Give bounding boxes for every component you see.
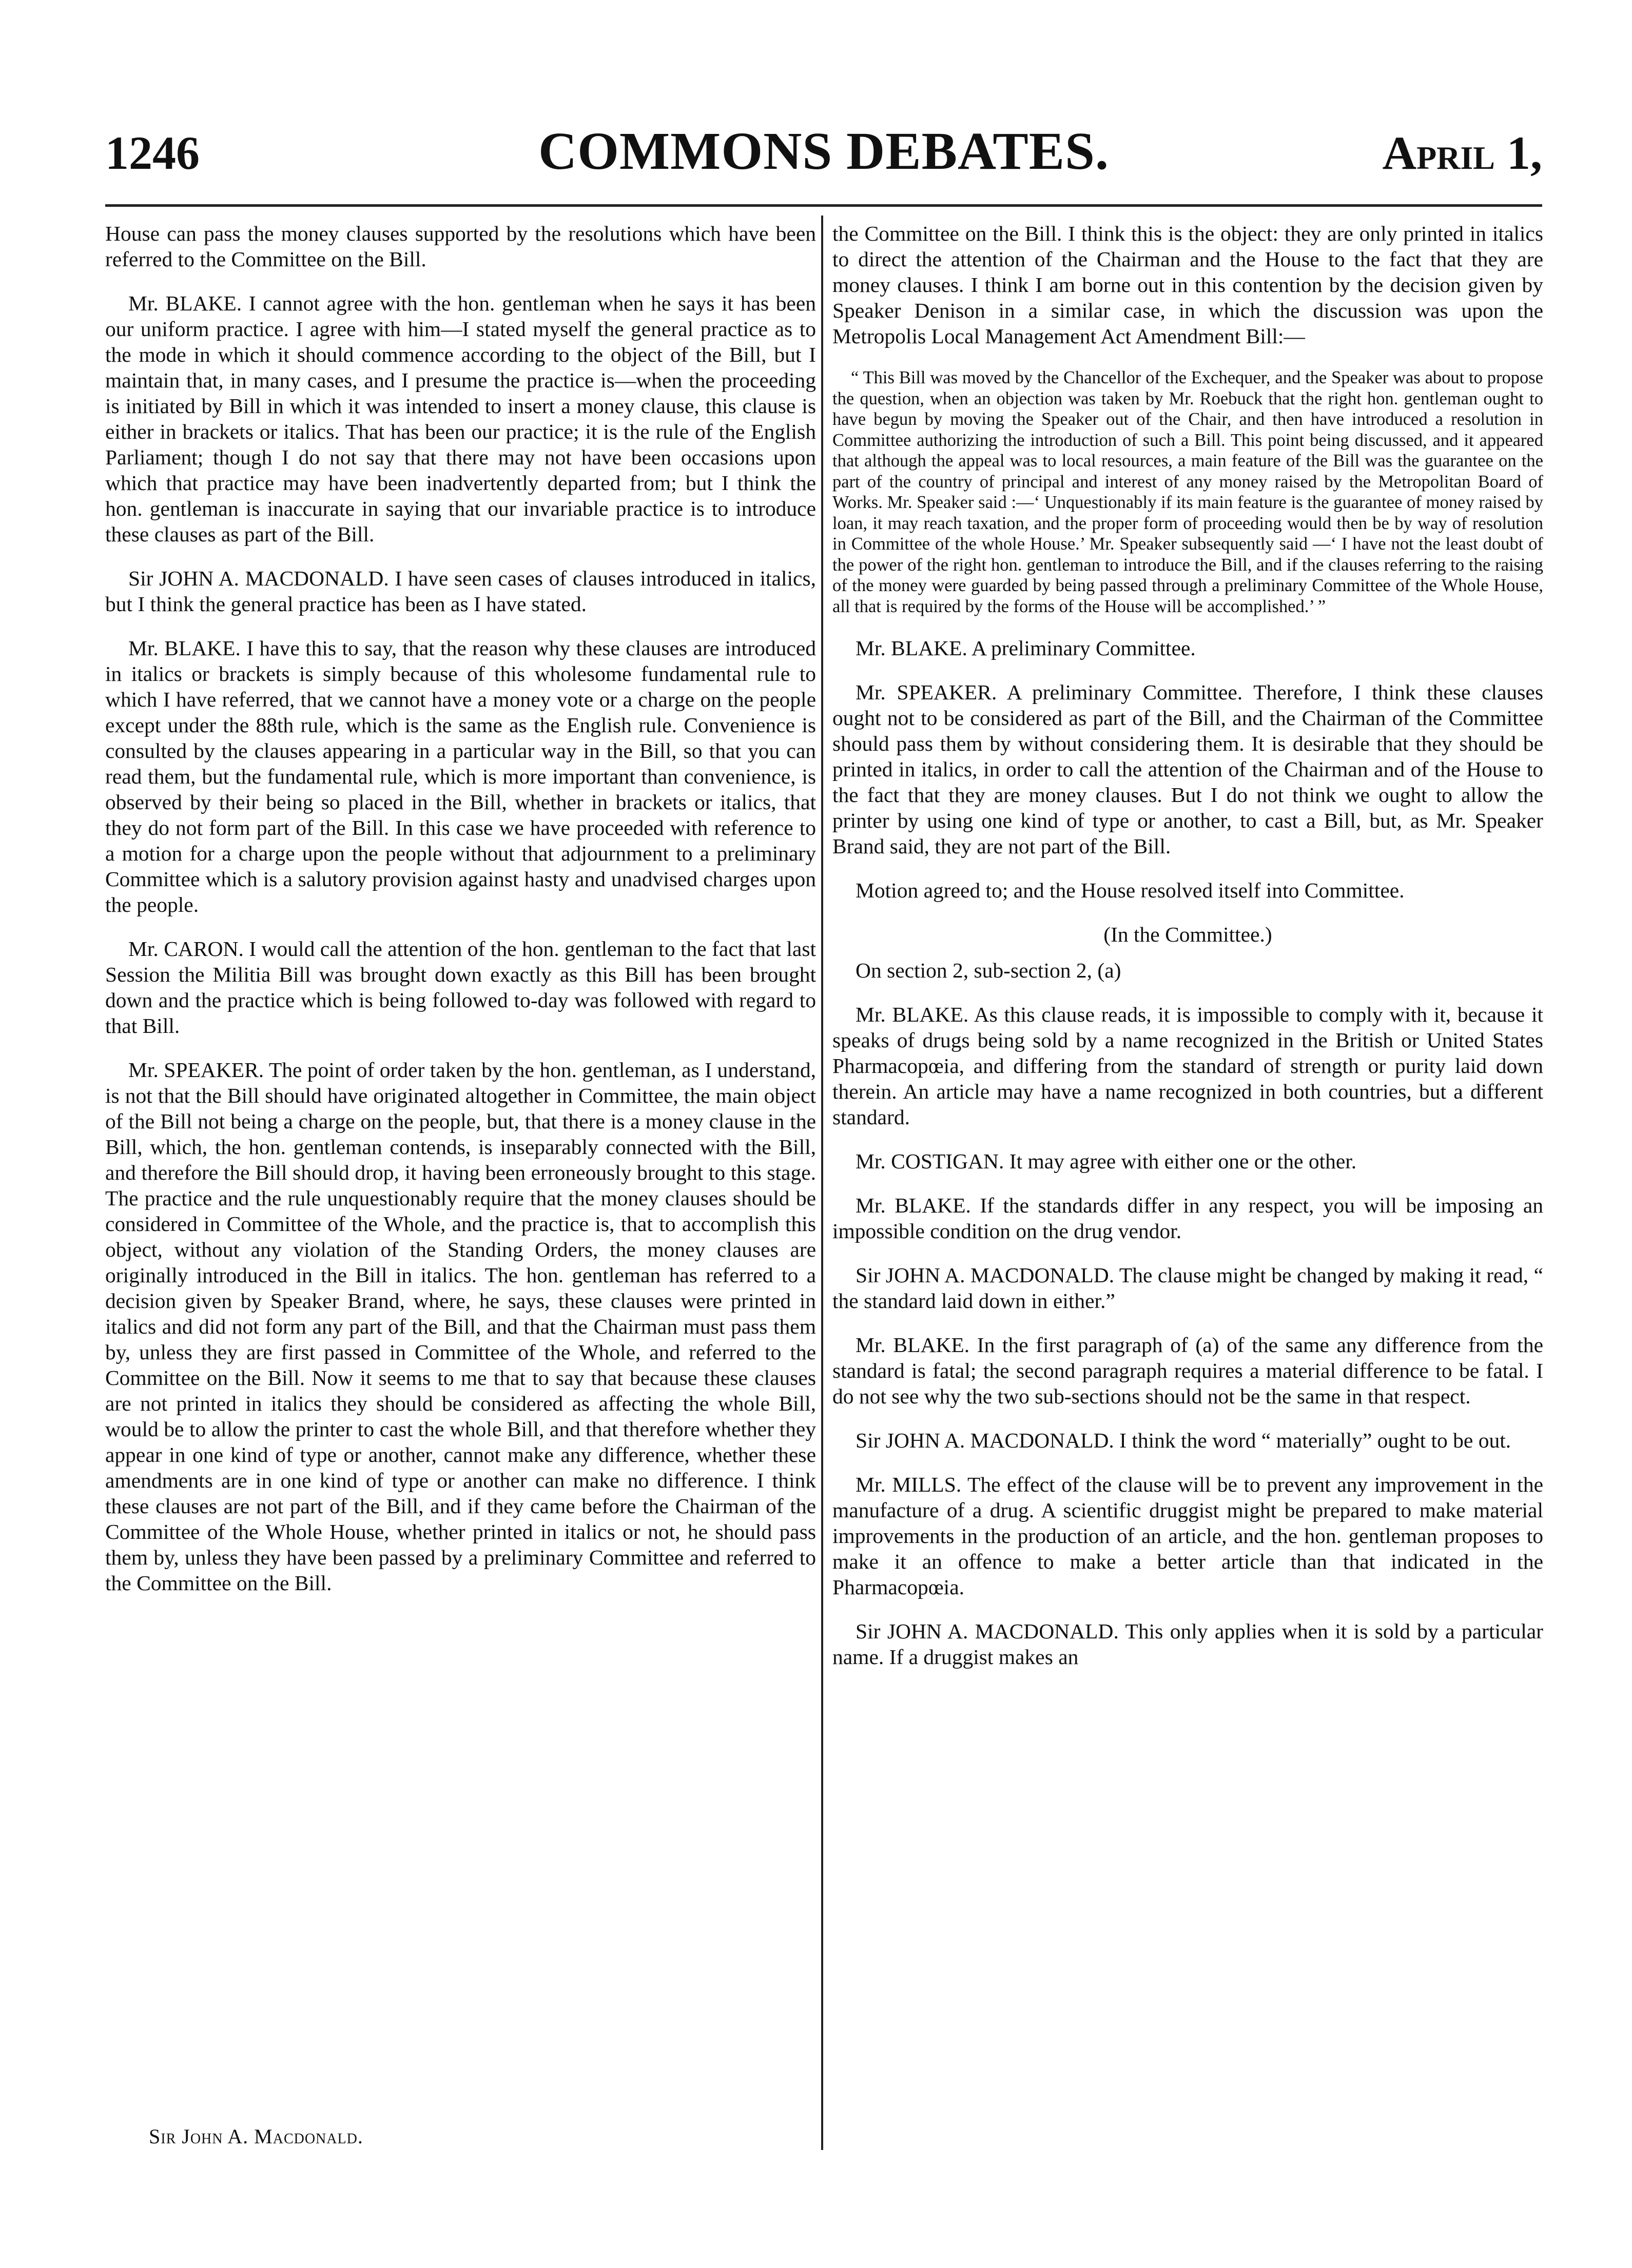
paragraph — [832, 1332, 1543, 1409]
paragraph — [832, 1002, 1543, 1130]
right-column — [832, 221, 1543, 1688]
page-date: April 1, — [1382, 127, 1542, 179]
paragraph: the Committee on the Bill. I think this is the object: they are only printed in italics to direct the attention of the Chairman and the House to the fact that they are money clauses. I think I am borne out in this contention by the decision given by Speaker Denison in a similar case, in which the discussion was upon the Metropolis Local Management Act Amendment Bill:— — [832, 222, 1543, 348]
page-header — [105, 121, 1542, 198]
speaker-name: Mr. BLAKE. — [856, 1333, 970, 1357]
paragraph: On section 2, sub-section 2, (a) — [856, 959, 1121, 982]
speech-text: The point of order taken by the hon. gentleman, as I understand, is not that the Bill should have originated altogether in Committee, the main object of the Bill not being a charge on the people, but, that there is a money clause in the Bill, which, the hon. gentleman contends, is inseparably connected with the Bill, and therefore the Bill should drop, it having been erroneously brought to this stage. The practice and the rule unquestionably require that the money clauses should be considered in Committee of the Whole, and the practice is, that to accomplish this object, without any violation of the Standing Orders, the money clauses are originally introduced in the Bill in italics. The hon. gentleman has referred to a decision given by Speaker Brand, where, he says, these clauses were printed in italics and did not form any part of the Bill, and that the Chairman must pass them by, unless they are first passed in Committee of the Whole, and referred to the Committee on the Bill. Now it seems to me that to say that because these clauses are not printed in italics they should be considered as affecting the whole Bill, would be to allow the printer to cast the whole Bill, and that therefore whether they appear in one kind of type or another, cannot make any difference, whether these amendments are in one kind of type or another can make no difference. I think these clauses are not part of the Bill, and if they came before the Chairman of the Committee of the Whole House, whether printed in italics or not, he should pass them by, unless they have been passed by a preliminary Committee and referred to the Committee on the Bill. — [105, 1058, 816, 1595]
speaker-name: Sir JOHN A. MACDONALD. — [856, 1263, 1115, 1287]
speaker-name: Sir JOHN A. MACDONALD. — [856, 1619, 1119, 1643]
paragraph — [105, 936, 816, 1039]
speaker-name: Mr. CARON. — [128, 937, 244, 961]
speaker-name: Mr. BLAKE. — [856, 636, 967, 660]
header-rule — [105, 204, 1542, 207]
paragraph — [832, 1262, 1543, 1314]
column-divider — [821, 216, 823, 2150]
catchword: Sir John A. Macdonald. — [149, 2125, 363, 2148]
speech-text: In the first paragraph of (a) of the same any difference from the standard is fatal; the second paragraph requires a material difference to be fatal. I do not see why the two sub-sections should not be the same in that respect. — [832, 1333, 1544, 1408]
speaker-name: Mr. BLAKE. — [128, 636, 241, 660]
speech-text: I would call the attention of the hon. gentleman to the fact that last Session the Militia Bill was brought down exactly as this Bill has been brought down and the practice which is being followed to-day was followed with regard to that Bill. — [105, 937, 817, 1038]
page-title: COMMONS DEBATES. — [538, 122, 1109, 181]
paragraph: House can pass the money clauses supported by the resolutions which have been referred to the Committee on the Bill. — [105, 222, 816, 271]
paragraph — [105, 565, 816, 617]
speech-text: I think the word “ materially” ought to be out. — [1119, 1429, 1511, 1452]
left-column — [105, 221, 816, 1614]
block-quote: “ This Bill was moved by the Chancellor of the Exchequer, and the Speaker was about to propose the question, when an objection was taken by Mr. Roebuck that the right hon. gentleman ought to have begun by moving the Speaker out of the Chair, and then have introduced a resolution in Committee authorizing the introduction of such a Bill. This point being discussed, and it appeared that although the appeal was to local resources, a main feature of the Bill was the guarantee on the part of the country of principal and interest of any money raised by the Metropolitan Board of Works. Mr. Speaker said :—‘ Unquestionably if its main feature is the guarantee of money raised by loan, it may reach taxation, and the proper form of proceeding would then be by way of resolution in Committee of the whole House.’ Mr. Speaker subsequently said —‘ I have not the least doubt of the power of the right hon. gentleman to introduce the Bill, and if the clauses referring to the raising of the money were guarded by being passed through a preliminary Committee of the Whole House, all that is required by the forms of the House will be accomplished.’ ” — [832, 368, 1543, 616]
paragraph — [105, 1057, 816, 1596]
speech-text: The effect of the clause will be to prevent any improvement in the manufacture of a drug. A scientific druggist might be prepared to make material improvements in the production of an article, and the hon. gentleman proposes to make it an offence to make a better article than that indicated in the Pharmacopœia. — [832, 1473, 1543, 1599]
paragraph — [832, 1618, 1543, 1670]
paragraph — [832, 1148, 1543, 1174]
speech-text: I have this to say, that the reason why these clauses are introduced in italics or brackets is simply because of this wholesome fundamental rule to which I have referred, that we cannot have a money vote or a charge on the people except under the 88th rule, which is the same as the English rule. Convenience is consulted by the clauses appearing in a particular way in the Bill, so that you can read them, but the fundamental rule, which is more important than convenience, is observed by their being so placed in the Bill, whether in brackets or italics, that they do not form part of the Bill. In this case we have proceeded with reference to a motion for a charge upon the people without that adjournment to a preliminary Committee which is a salutory provision against hasty and unadvised charges upon the people. — [105, 636, 817, 916]
paragraph — [832, 1192, 1543, 1244]
speech-text: A preliminary Committee. Therefore, I think these clauses ought not to be considered as part of the Bill, and the Chairman of the Committee should pass them by without considering them. It is desirable that they should be printed in italics, in order to call the attention of the Chairman and of the House to the fact that they are money clauses. But I do not think we ought to allow the printer by using one kind of type or another, to cast a Bill, but, as Mr. Speaker Brand said, they are not part of the Bill. — [832, 680, 1543, 858]
speaker-name: Sir JOHN A. MACDONALD. — [128, 566, 389, 590]
speech-text: This only applies when it is sold by a particular name. If a druggist makes an — [832, 1619, 1543, 1669]
speech-text: The clause might be changed by making it read, “ the standard laid down in either.” — [832, 1263, 1543, 1313]
section-heading: (In the Committee.) — [1103, 923, 1272, 946]
paragraph — [105, 635, 816, 917]
speech-text: I have seen cases of clauses introduced in italics, but I think the general practice has been as I have stated. — [105, 566, 817, 616]
paragraph — [105, 290, 816, 547]
speaker-name: Mr. SPEAKER. — [128, 1058, 264, 1082]
speech-text: As this clause reads, it is impossible to comply with it, because it speaks of drugs being sold by a name recognized in the British or United States Pharmacopœia, and differing from the standard of strength or purity laid down therein. An article may have a name recognized in both countries, but a different standard. — [832, 1003, 1543, 1129]
speaker-name: Mr. MILLS. — [856, 1473, 962, 1496]
speaker-name: Mr. SPEAKER. — [856, 680, 997, 704]
speech-text: I cannot agree with the hon. gentleman when he says it has been our uniform practice. I agree with him—I stated myself the general practice as to the mode in which it should commence according to the object of the Bill, but I maintain that, in many cases, and I presume the practice is—when the proceeding is initiated by Bill in which it was intended to insert a money clause, this clause is either in brackets or italics. That has been our practice; it is the rule of the English Parliament; though I do not say that there may not have been occasions upon which that practice may have been inadvertently departed from; but I think the hon. gentleman is inaccurate in saying that our invariable practice is to introduce these clauses as part of the Bill. — [105, 291, 817, 546]
paragraph — [832, 1428, 1543, 1453]
paragraph: Motion agreed to; and the House resolved itself into Committee. — [856, 878, 1405, 902]
speaker-name: Mr. BLAKE. — [128, 291, 242, 315]
speech-text: It may agree with either one or the other. — [1009, 1149, 1357, 1173]
speech-text: If the standards differ in any respect, you will be imposing an impossible condition on the drug vendor. — [832, 1194, 1543, 1243]
speaker-name: Mr. BLAKE. — [856, 1194, 971, 1217]
speaker-name: Sir JOHN A. MACDONALD. — [856, 1429, 1114, 1452]
speaker-name: Mr. COSTIGAN. — [856, 1149, 1004, 1173]
paragraph — [832, 635, 1543, 661]
speech-text: A preliminary Committee. — [971, 636, 1196, 660]
speaker-name: Mr. BLAKE. — [856, 1003, 969, 1026]
paragraph — [832, 1472, 1543, 1600]
page-number: 1246 — [105, 127, 200, 179]
paragraph — [832, 679, 1543, 859]
